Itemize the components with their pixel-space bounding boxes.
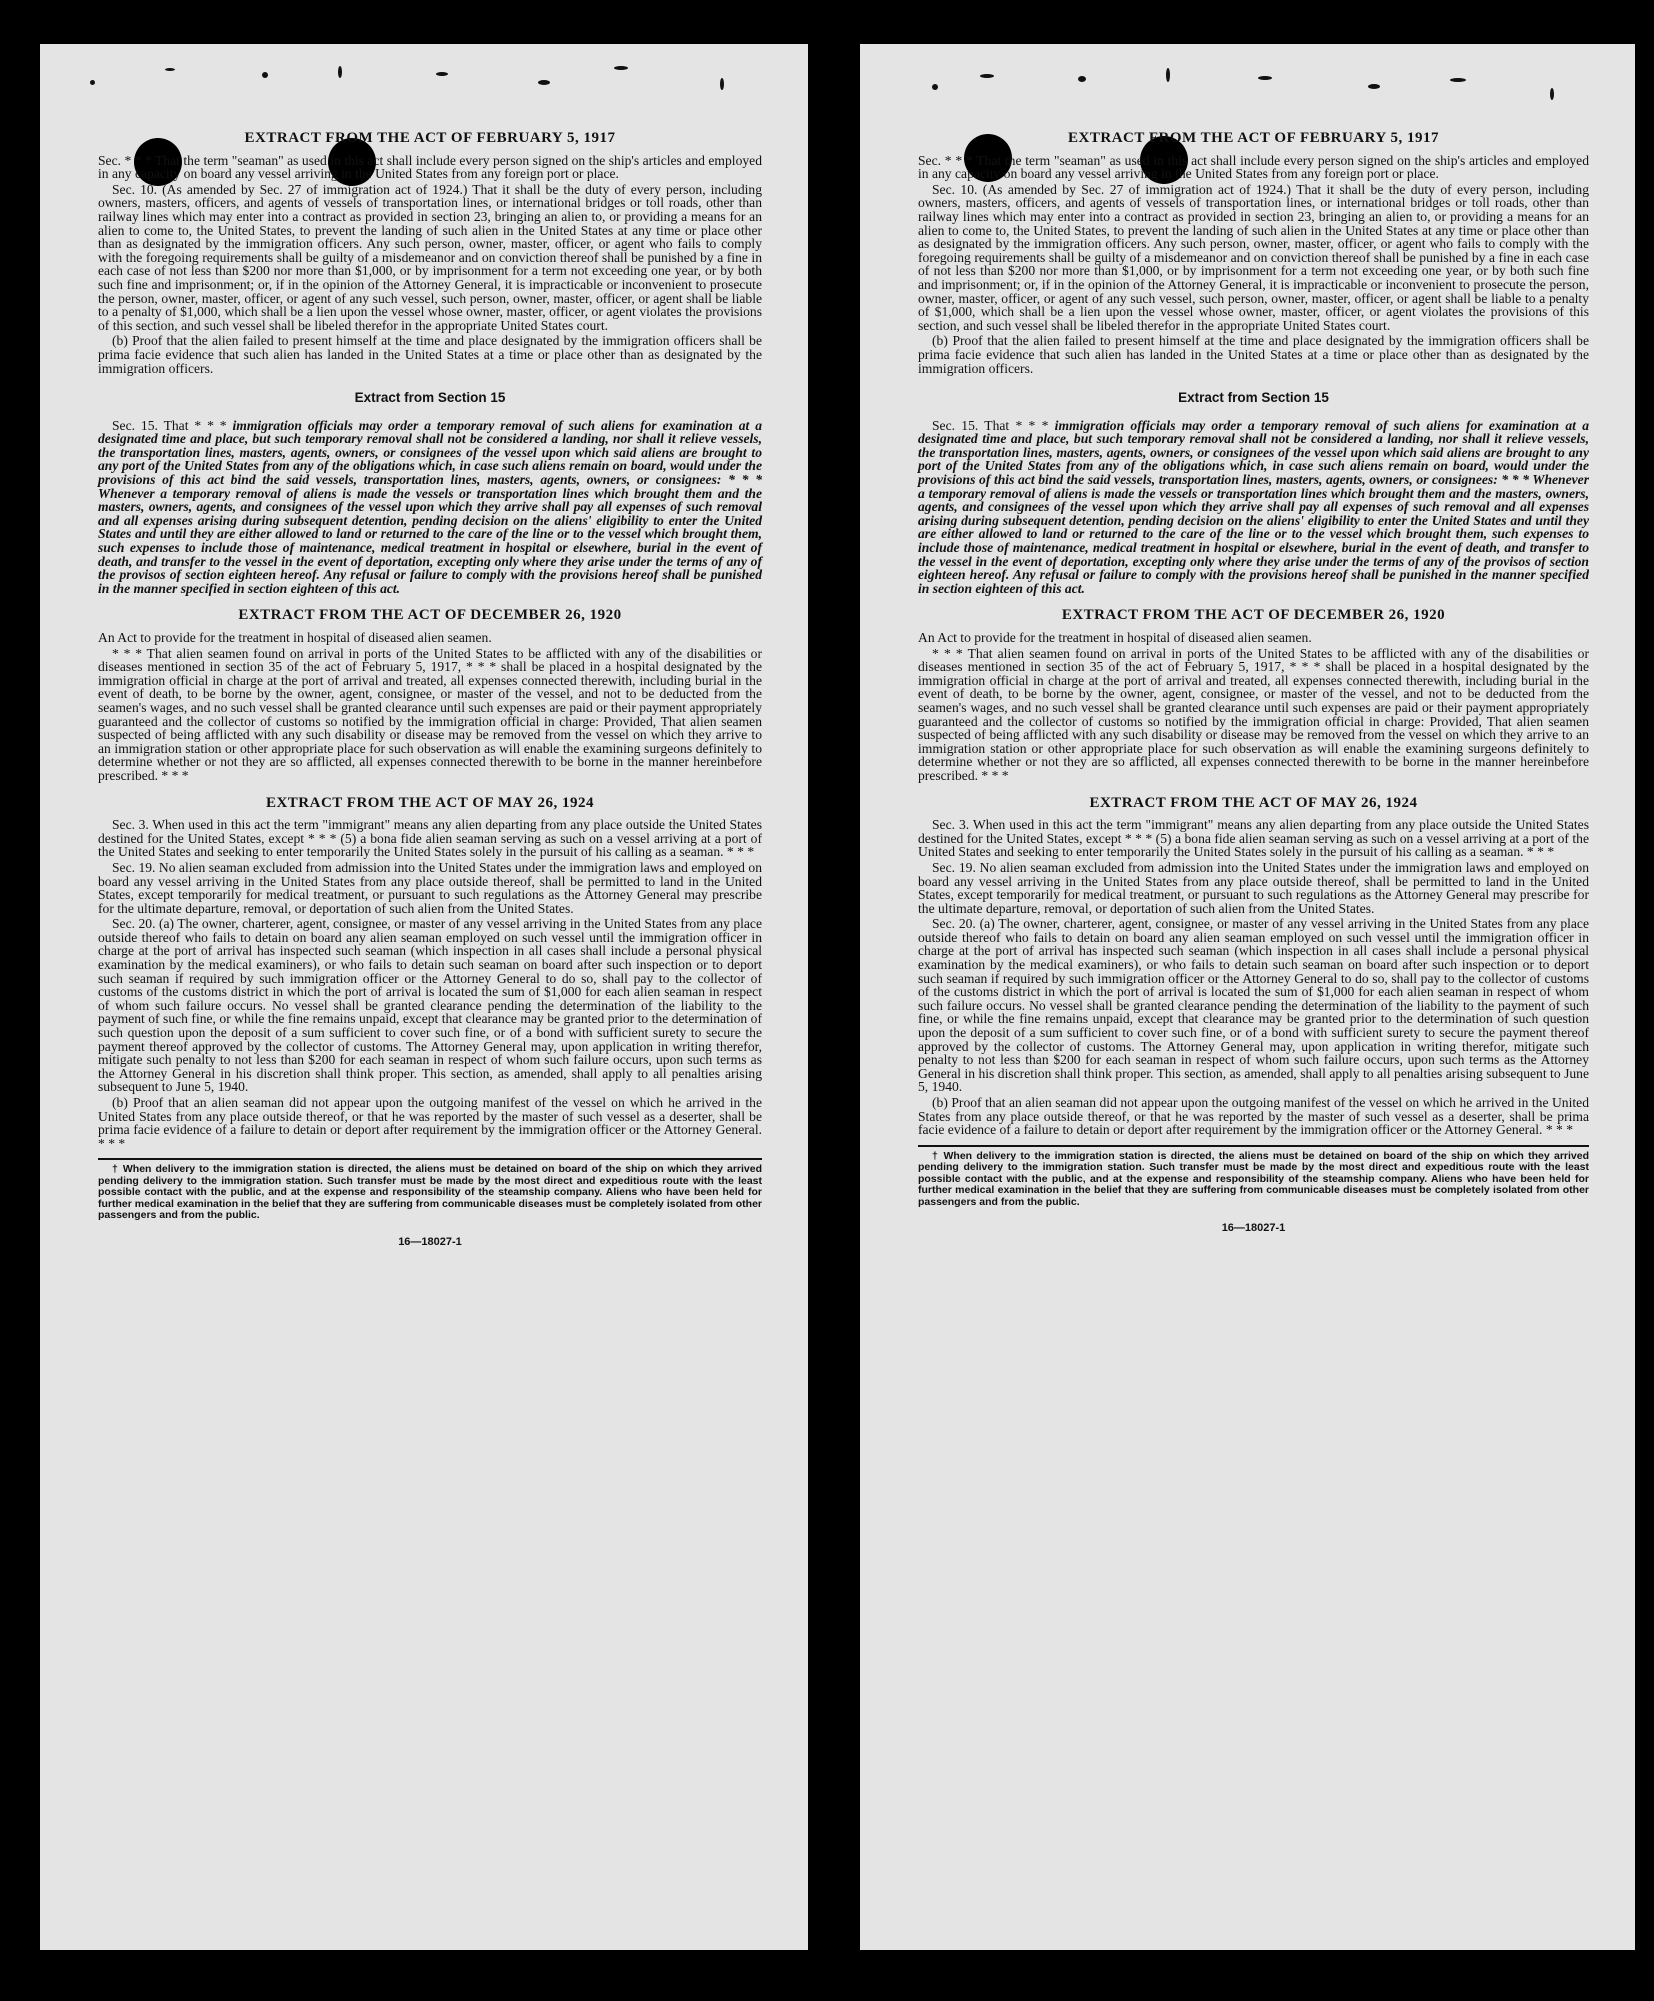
footnote-divider xyxy=(98,1158,762,1160)
paragraph-sec-15 xyxy=(98,419,762,596)
paragraph-sec-20-a: Sec. 20. (a) The owner, charterer, agent, consignee, or master of any vessel arriving in the United States from any place outside thereof who fails to detain on board any alien seaman employed on such vessel until the immigration officer in charge at the port of arrival has inspected such seaman (which inspection in all cases shall include a personal physical examination by the medical examiners), or who fails to detain such seaman on board after such inspection or to deport such seaman if required by such immigration officer or the Attorney General to do so, shall pay to the collector of customs of the customs district in which the port of arrival is located the sum of $1,000 for each alien seaman in respect of whom such failure occurs. No vessel shall be granted clearance pending the determination of the liability to the payment of such fine, or while the fine remains unpaid, except that clearance may be granted prior to the determination of such question upon the deposit of a sum sufficient to cover such fine, or of a bond with sufficient surety to secure the payment thereof approved by the collector of customs. The Attorney General may, upon application in writing therefor, mitigate such penalty to not less than $200 for each seaman in respect of whom such failure occurs, upon such terms as the Attorney General in his discretion shall think proper. This section, as amended, shall apply to all penalties arising subsequent to June 5, 1940. xyxy=(918,916,1589,1095)
paragraph-sec-10: Sec. 10. (As amended by Sec. 27 of immigration act of 1924.) That it shall be the duty of every person, including owners, masters, officers, and agents of vessels of transportation lines, or international bridges or toll roads, other than railway lines which may enter into a contract as provided in section 23, bringing an alien to, or providing a means for an alien to come to, the United States, to prevent the landing of such alien in the United States at any time or place other than as designated by the immigration officers. Any such person, owner, master, officer, or agent who fails to comply with the foregoing requirements shall be guilty of a misdemeanor and on conviction thereof shall be punished by a fine in each case of not less than $200 nor more than $1,000, or by imprisonment for a term not exceeding one year, or by both such fine and imprisonment; or, if in the opinion of the Attorney General, it is impracticable or inconvenient to prosecute the person, owner, master, officer, or agent of any such vessel, such person, owner, master, officer, or agent shall be liable to a penalty of $1,000, which shall be a lien upon the vessel whose owner, master, officer, or agent violates the provisions of this section, and such vessel shall be libeled therefor in the appropriate United States court. xyxy=(918,181,1589,333)
speck-mark xyxy=(980,74,994,78)
paragraph-sec-19: Sec. 19. No alien seaman excluded from admission into the United States under the immigration laws and employed on board any vessel arriving in the United States from any place outside thereof, shall be permitted to land in the United States, except temporarily for medical treatment, or pursuant to such regulations as the Attorney General may prescribe for the ultimate departure, removal, or deportation of such alien from the United States. xyxy=(98,859,762,916)
speck-mark xyxy=(338,66,342,78)
sec-15-text: immigration officials may order a temporary removal of such aliens for examination at a designated time and place, but such temporary removal shall not be considered a landing, nor shall it relieve vessels, the transportation lines, masters, agents, owners, or consignees of the vessel upon which said aliens are brought to any port of the United States from any of the obligations which, in case such aliens remain on board, would under the provisions of this act bind the said vessels, transportation lines, masters, agents, owners, or consignees: * * * Whenever a temporary removal of aliens is made the vessels or transportation lines which brought them and the masters, owners, agents, and consignees of the vessel upon which they arrive shall pay all expenses of such removal and all expenses arising during subsequent detention, pending decision on the aliens' eligibility to enter the United States and until they are either allowed to land or returned to the care of the line or to the vessel which brought them, such expenses to include those of maintenance, medical treatment in hospital or elsewhere, burial in the event of death, and transfer to the vessel in the event of deportation, excepting only where they arise under the terms of any of the provisos of section eighteen hereof. Any refusal or failure to comply with the provisions hereof shall be punished in the manner specified in section eighteen of this act. xyxy=(98,417,762,596)
speck-mark xyxy=(720,78,724,90)
paragraph-act-1920-title: An Act to provide for the treatment in hospital of diseased alien seamen. xyxy=(918,630,1312,645)
document-body xyxy=(98,132,762,1249)
heading-act-1917: EXTRACT FROM THE ACT OF FEBRUARY 5, 1917 xyxy=(1068,130,1439,146)
form-number: 16—18027-1 xyxy=(1221,1222,1286,1235)
speck-mark xyxy=(1550,88,1554,100)
paragraph-sec-19: Sec. 19. No alien seaman excluded from admission into the United States under the immigration laws and employed on board any vessel arriving in the United States from any place outside thereof, shall be permitted to land in the United States, except temporarily for medical treatment, or pursuant to such regulations as the Attorney General may prescribe for the ultimate departure, removal, or deportation of such alien from the United States. xyxy=(918,859,1589,916)
sec-15-text: immigration officials may order a temporary removal of such aliens for examination at a designated time and place, but such temporary removal shall not be considered a landing, nor shall it relieve vessels, the transportation lines, masters, agents, owners, or consignees of the vessel upon which said aliens are brought to any port of the United States from any of the obligations which, in case such aliens remain on board, would under the provisions of this act bind the said vessels, transportation lines, masters, agents, owners, or consignees: * * * Whenever a temporary removal of aliens is made the vessels or transportation lines which brought them and the masters, owners, agents, and consignees of the vessel upon which they arrive shall pay all expenses of such removal and all expenses arising during subsequent detention, pending decision on the aliens' eligibility to enter the United States and until they are either allowed to land or returned to the care of the line or to the vessel which brought them, such expenses to include those of maintenance, medical treatment in hospital or elsewhere, burial in the event of death, and transfer to the vessel in the event of deportation, excepting only where they arise under the terms of any of the provisos of section eighteen hereof. Any refusal or failure to comply with the provisions hereof shall be punished in the manner specified in section eighteen of this act. xyxy=(918,417,1589,596)
speck-mark xyxy=(538,80,550,85)
paragraph-act-1920-title: An Act to provide for the treatment in hospital of diseased alien seamen. xyxy=(98,630,492,645)
paragraph-sec-15 xyxy=(918,419,1589,596)
speck-mark xyxy=(165,68,175,71)
speck-mark xyxy=(436,72,448,76)
sec-15-lead: Sec. 15. That * * * xyxy=(932,417,1049,433)
footnote-divider xyxy=(918,1145,1589,1147)
paragraph-act-1920-body: * * * That alien seamen found on arrival in ports of the United States to be afflicted with any of the disabilities or diseases mentioned in section 35 of the act of February 5, 1917, * * * shall be placed in a hospital designated by the immigration official in charge at the port of arrival and treated, all expenses connected therewith, including burial in the event of death, to be borne by the owner, agent, consignee, or master of the vessel, and not to be deducted from the seamen's wages, and no such vessel shall be granted clearance until such expenses are paid or their payment appropriately guaranteed and the collector of customs so notified by the immigration official in charge: Provided, That alien seamen suspected of being afflicted with any such disability or disease may be removed from the vessel on which they arrive to an immigration station or other appropriate place for such observation as will enable the examining surgeons definitely to determine whether or not they are so afflicted, all expenses connected therewith to be borne in the manner hereinbefore prescribed. * * * xyxy=(98,645,762,783)
speck-mark xyxy=(1258,76,1272,80)
paragraph-sec-10: Sec. 10. (As amended by Sec. 27 of immigration act of 1924.) That it shall be the duty of every person, including owners, masters, officers, and agents of vessels of transportation lines, or international bridges or toll roads, other than railway lines which may enter into a contract as provided in section 23, bringing an alien to, or providing a means for an alien to come to, the United States, to prevent the landing of such alien in the United States at any time or place other than as designated by the immigration officers. Any such person, owner, master, officer, or agent who fails to comply with the foregoing requirements shall be guilty of a misdemeanor and on conviction thereof shall be punished by a fine in each case of not less than $200 nor more than $1,000, or by imprisonment for a term not exceeding one year, or by both such fine and imprisonment; or, if in the opinion of the Attorney General, it is impracticable or inconvenient to prosecute the person, owner, master, officer, or agent of any such vessel, such person, owner, master, officer, or agent shall be liable to a penalty of $1,000, which shall be a lien upon the vessel whose owner, master, officer, or agent violates the provisions of this section, and such vessel shall be libeled therefor in the appropriate United States court. xyxy=(98,181,762,333)
heading-section-15: Extract from Section 15 xyxy=(1178,390,1329,406)
heading-section-15: Extract from Section 15 xyxy=(354,390,506,406)
document-page-left xyxy=(40,44,808,1950)
heading-act-1920: EXTRACT FROM THE ACT OF DECEMBER 26, 1920 xyxy=(238,607,622,624)
speck-mark xyxy=(1166,68,1170,82)
paragraph-sec-20-b: (b) Proof that an alien seaman did not appear upon the outgoing manifest of the vessel on which he arrived in the United States from any place outside thereof, or that he was reported by the master of such vessel as a deserter, shall be prima facie evidence of a failure to detain or deport after requirement by the immigration officer or the Attorney General. * * * xyxy=(98,1095,762,1151)
punch-marks xyxy=(860,44,1635,114)
sec-15-lead: Sec. 15. That * * * xyxy=(112,417,227,433)
paragraph-sec-3: Sec. 3. When used in this act the term "immigrant" means any alien departing from any place outside the United States destined for the United States, except * * * (5) a bona fide alien seaman serving as such on a vessel arriving at a port of the United States and seeking to enter temporarily the United States solely in the pursuit of his calling as a seaman. * * * xyxy=(98,817,762,860)
paragraph-act-1920-body: * * * That alien seamen found on arrival in ports of the United States to be afflicted with any of the disabilities or diseases mentioned in section 35 of the act of February 5, 1917, * * * shall be placed in a hospital designated by the immigration official in charge at the port of arrival and treated, all expenses connected therewith, including burial in the event of death, to be borne by the owner, agent, consignee, or master of the vessel, and not to be deducted from the seamen's wages, and no such vessel shall be granted clearance until such expenses are paid or their payment appropriately guaranteed and the collector of customs so notified by the immigration official in charge: Provided, That alien seamen suspected of being afflicted with any such disability or disease may be removed from the vessel on which they arrive to an immigration station or other appropriate place for such observation as will enable the examining surgeons definitely to determine whether or not they are so afflicted, all expenses connected therewith to be borne in the manner hereinbefore prescribed. * * * xyxy=(918,645,1589,783)
document-body xyxy=(918,132,1589,1236)
speck-mark xyxy=(614,66,628,70)
speck-mark xyxy=(90,80,95,85)
speck-mark xyxy=(1450,78,1466,82)
speck-mark xyxy=(932,84,938,90)
heading-act-1917: EXTRACT FROM THE ACT OF FEBRUARY 5, 1917 xyxy=(244,130,616,146)
paragraph-sec-20-b: (b) Proof that an alien seaman did not appear upon the outgoing manifest of the vessel on which he arrived in the United States from any place outside thereof, or that he was reported by the master of such vessel as a deserter, shall be prima facie evidence of a failure to detain or deport after requirement by the immigration officer or the Attorney General. * * * xyxy=(918,1095,1589,1138)
speck-mark xyxy=(1368,84,1380,89)
footnote: † When delivery to the immigration station is directed, the aliens must be detained on board of the ship on which they arrived pending delivery to the immigration station. Such transfer must be made by the most direct and expeditious route with the least possible contact with the public, and at the expense and responsibility of the steamship company. Aliens who have been held for further medical examination in the belief that they are suffering from communicable diseases must be completely isolated from other passengers and from the public. xyxy=(918,1149,1589,1208)
heading-act-1924: EXTRACT FROM THE ACT OF MAY 26, 1924 xyxy=(1089,794,1418,811)
footnote: † When delivery to the immigration station is directed, the aliens must be detained on board of the ship on which they arrived pending delivery to the immigration station. Such transfer must be made by the most direct and expeditious route with the least possible contact with the public, and at the expense and responsibility of the steamship company. Aliens who have been held for further medical examination in the belief that they are suffering from communicable diseases must be completely isolated from other passengers and from the public. xyxy=(98,1163,762,1222)
paragraph-seaman-definition: Sec. * * * That the term "seaman" as used in this act shall include every person signed on the ship's articles and employed in any capacity on board any vessel arriving in the United States from any foreign port or place. xyxy=(918,152,1589,182)
document-page-right xyxy=(860,44,1635,1950)
speck-mark xyxy=(1078,76,1086,82)
paragraph-sec-20-a: Sec. 20. (a) The owner, charterer, agent, consignee, or master of any vessel arriving in the United States from any place outside thereof who fails to detain on board any alien seaman employed on such vessel until the immigration officer in charge at the port of arrival has inspected such seaman (which inspection in all cases shall include a personal physical examination by the medical examiners), or who fails to detain such seaman on board after such inspection or to deport such seaman if required by such immigration officer or the Attorney General to do so, shall pay to the collector of customs of the customs district in which the port of arrival is located the sum of $1,000 for each alien seaman in respect of whom such failure occurs. No vessel shall be granted clearance pending the determination of the liability to the payment of such fine, or while the fine remains unpaid, except that clearance may be granted prior to the determination of such question upon the deposit of a sum sufficient to cover such fine, or of a bond with sufficient surety to secure the payment thereof approved by the collector of customs. The Attorney General may, upon application in writing therefor, mitigate such penalty to not less than $200 for each seaman in respect of whom such failure occurs, upon such terms as the Attorney General in his discretion shall think proper. This section, as amended, shall apply to all penalties arising subsequent to June 5, 1940. xyxy=(98,916,762,1095)
form-number: 16—18027-1 xyxy=(398,1235,462,1248)
punch-marks xyxy=(40,44,808,114)
heading-act-1924: EXTRACT FROM THE ACT OF MAY 26, 1924 xyxy=(265,794,595,811)
paragraph-sec-10-b: (b) Proof that the alien failed to present himself at the time and place designated by the immigration officers shall be prima facie evidence that such alien has landed in the United States at a time or place other than as designated by the immigration officers. xyxy=(98,333,762,376)
paragraph-seaman-definition: Sec. * * * That the term "seaman" as used in this act shall include every person signed on the ship's articles and employed in any capacity on board any vessel arriving in the United States from any foreign port or place. xyxy=(98,152,762,182)
speck-mark xyxy=(262,72,268,78)
paragraph-sec-3: Sec. 3. When used in this act the term "immigrant" means any alien departing from any place outside the United States destined for the United States, except * * * (5) a bona fide alien seaman serving as such on a vessel arriving at a port of the United States and seeking to enter temporarily the United States solely in the pursuit of his calling as a seaman. * * * xyxy=(918,817,1589,860)
paragraph-sec-10-b: (b) Proof that the alien failed to present himself at the time and place designated by the immigration officers shall be prima facie evidence that such alien has landed in the United States at a time or place other than as designated by the immigration officers. xyxy=(918,333,1589,376)
heading-act-1920: EXTRACT FROM THE ACT OF DECEMBER 26, 1920 xyxy=(1061,607,1446,624)
